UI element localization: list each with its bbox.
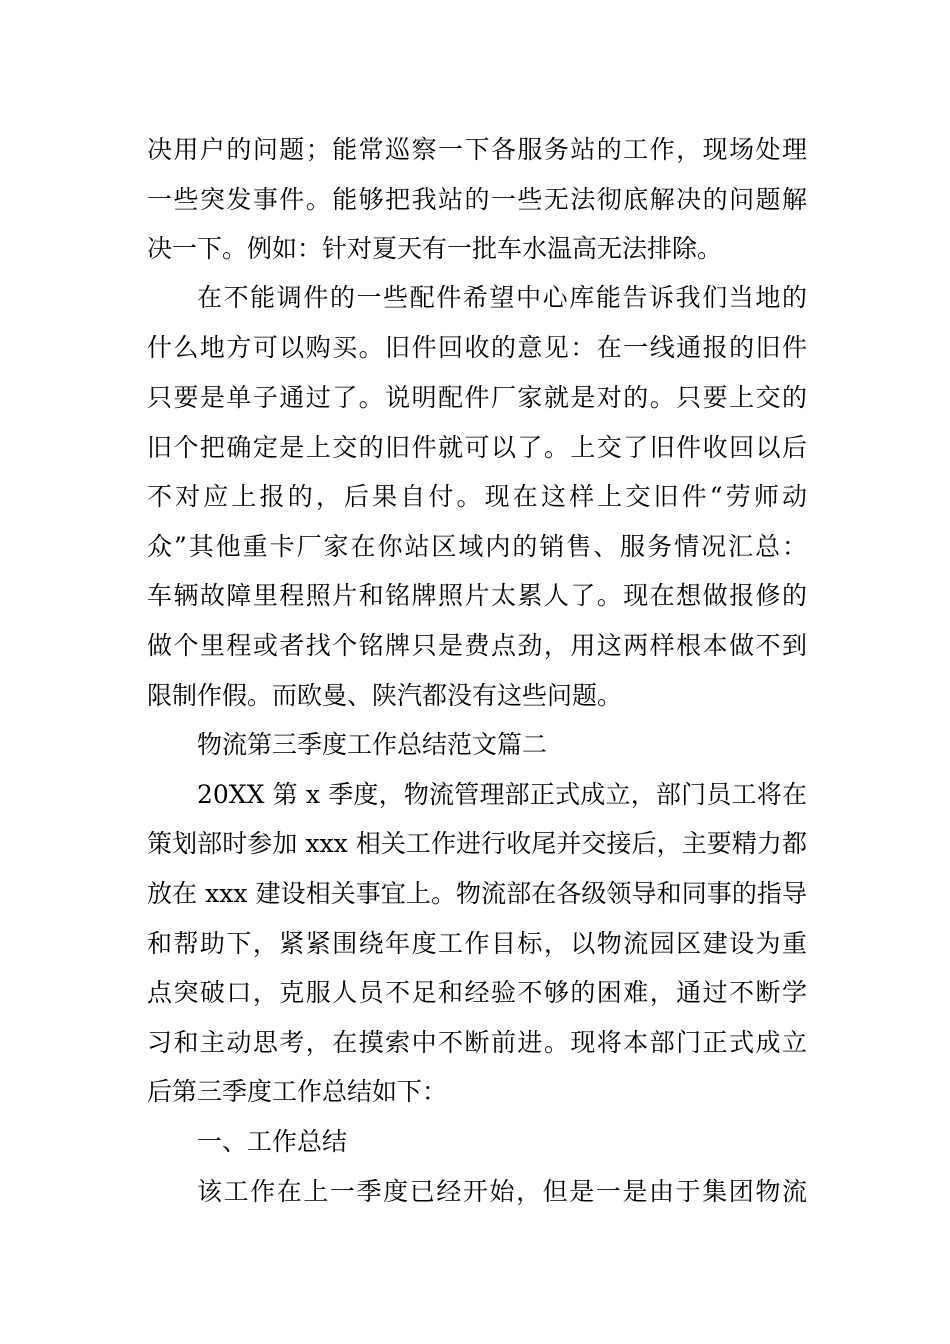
text-line-17: 和帮助下，紧紧围绕年度工作目标，以物流园区建设为重 bbox=[147, 929, 807, 958]
text-line-15: 策划部时参加 xxx 相关工作进行收尾并交接后，主要精力都 bbox=[147, 829, 807, 858]
text-line-6: 只要是单子通过了。说明配件厂家就是对的。只要上交的 bbox=[147, 383, 807, 412]
text-line-1: 决用户的问题；能常巡察一下各服务站的工作，现场处理 bbox=[147, 135, 807, 164]
text-line-14: 20XX 第 x 季度，物流管理部正式成立，部门员工将在 bbox=[197, 780, 807, 809]
text-line-22: 该工作在上一季度已经开始，但是一是由于集团物流 bbox=[197, 1177, 807, 1206]
text-line-19: 习和主动思考，在摸索中不断前进。现将本部门正式成立 bbox=[147, 1028, 807, 1057]
text-line-2: 一些突发事件。能够把我站的一些无法彻底解决的问题解 bbox=[147, 185, 807, 214]
subsection-title: 一、工作总结 bbox=[197, 1127, 348, 1156]
text-line-18: 点突破口，克服人员不足和经验不够的困难，通过不断学 bbox=[147, 978, 807, 1007]
text-line-4: 在不能调件的一些配件希望中心库能告诉我们当地的 bbox=[197, 283, 807, 312]
text-line-12: 限制作假。而欧曼、陕汽都没有这些问题。 bbox=[147, 681, 623, 710]
text-line-11: 做个里程或者找个铭牌只是费点劲，用这两样根本做不到 bbox=[147, 631, 807, 660]
text-line-9: 众”其他重卡厂家在你站区域内的销售、服务情况汇总： bbox=[147, 532, 807, 561]
text-line-10: 车辆故障里程照片和铭牌照片太累人了。现在想做报修的 bbox=[147, 581, 807, 610]
text-line-7: 旧个把确定是上交的旧件就可以了。上交了旧件收回以后 bbox=[147, 433, 807, 462]
text-line-5: 什么地方可以购买。旧件回收的意见：在一线通报的旧件 bbox=[147, 333, 807, 362]
text-line-16: 放在 xxx 建设相关事宜上。物流部在各级领导和同事的指导 bbox=[147, 879, 807, 908]
text-line-20: 后第三季度工作总结如下： bbox=[147, 1077, 448, 1106]
text-line-3: 决一下。例如：针对夏天有一批车水温高无法排除。 bbox=[147, 234, 723, 263]
text-line-8: 不对应上报的，后果自付。现在这样上交旧件“劳师动 bbox=[147, 482, 807, 511]
section-title: 物流第三季度工作总结范文篇二 bbox=[197, 730, 548, 759]
